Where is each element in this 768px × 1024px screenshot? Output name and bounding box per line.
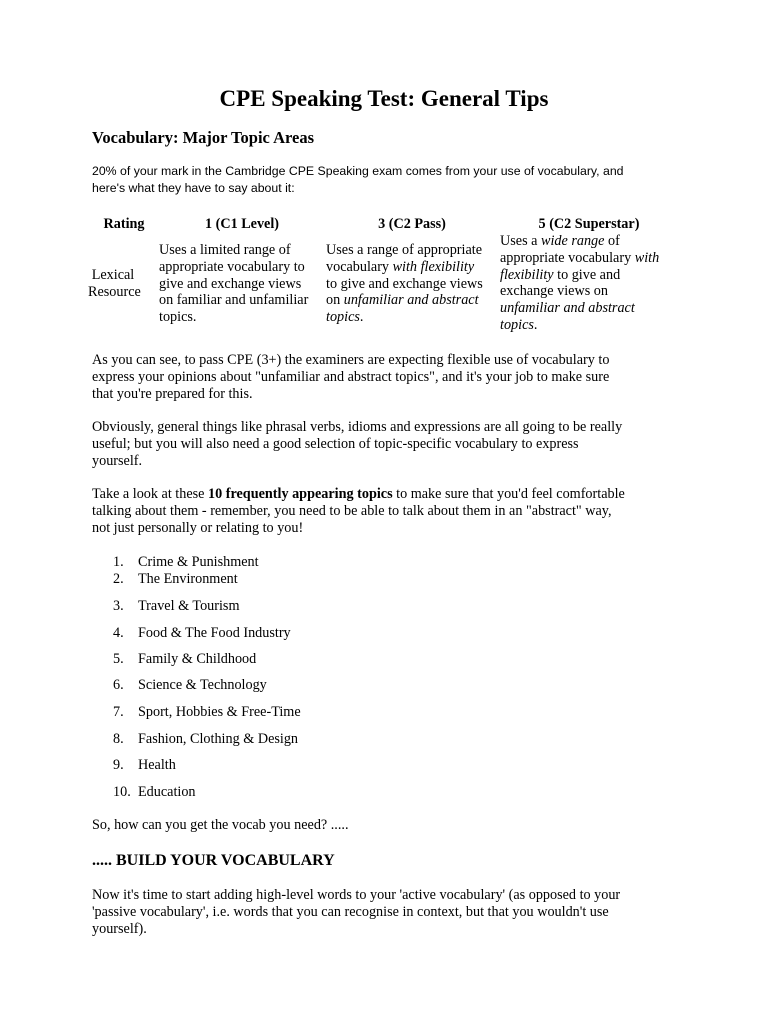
table-header-rating: Rating	[103, 216, 145, 232]
list-item: 3. Travel & Tourism	[113, 598, 240, 614]
paragraph-general-things: Obviously, general things like phrasal verbs, idioms and expressions are all going to be really useful; but you will also need a good selection of topic-specific vocabulary to express yourself.	[92, 419, 623, 469]
list-item: 2. The Environment	[113, 571, 238, 587]
paragraph-frequent-topics: Take a look at these 10 frequently appearing topics to make sure that you'd feel comfortable talking about them - remember, you need to be able to talk about them in an "abstract" way, not just personally or relating to you!	[92, 486, 625, 536]
list-item: 4. Food & The Food Industry	[113, 625, 291, 641]
table-cell-c1: Uses a limited range of appropriate vocabulary to give and exchange views on familiar and unfamiliar topics.	[159, 242, 309, 326]
list-item: 9. Health	[113, 757, 176, 773]
list-item: 8. Fashion, Clothing & Design	[113, 731, 299, 747]
paragraph-how-get-vocab: So, how can you get the vocab you need? .....	[92, 817, 349, 833]
table-header-c1: 1 (C1 Level)	[204, 216, 280, 232]
section-heading-vocabulary: Vocabulary: Major Topic Areas	[92, 128, 315, 147]
table-row-label: Lexical Resource	[88, 267, 141, 300]
list-item: 1. Crime & Punishment	[113, 554, 259, 570]
table-header-c2-superstar: 5 (C2 Superstar)	[538, 216, 640, 232]
intro-paragraph: 20% of your mark in the Cambridge CPE Speaking exam comes from your use of vocabulary, and here's what they have to say about it:	[92, 164, 624, 195]
table-cell-c2-superstar: Uses a wide range of appropriate vocabulary with flexibility to give and exchange views on unfamiliar and abstract topics.	[500, 233, 660, 333]
list-item: 6. Science & Technology	[113, 677, 267, 693]
table-cell-c2-pass: Uses a range of appropriate vocabulary with flexibility to give and exchange views on unfamiliar and abstract topics.	[326, 242, 483, 326]
list-item: 5. Family & Childhood	[113, 651, 257, 667]
table-header-c2-pass: 3 (C2 Pass)	[378, 216, 446, 232]
paragraph-pass-cpe: As you can see, to pass CPE (3+) the examiners are expecting flexible use of vocabulary to express your opinions about "unfamiliar and abstract topics", and it's your job to make sure that you're prepared for this.	[92, 352, 610, 402]
paragraph-active-vocabulary: Now it's time to start adding high-level words to your 'active vocabulary' (as opposed to your 'passive vocabulary', i.e. words that you can recognise in context, but that you wouldn't use yourself).	[92, 887, 621, 937]
section-heading-build-vocabulary: ..... BUILD YOUR VOCABULARY	[92, 852, 335, 869]
page-title: CPE Speaking Test: General Tips	[219, 86, 549, 111]
list-item: 7. Sport, Hobbies & Free-Time	[113, 704, 301, 720]
list-item: 10. Education	[113, 784, 196, 800]
